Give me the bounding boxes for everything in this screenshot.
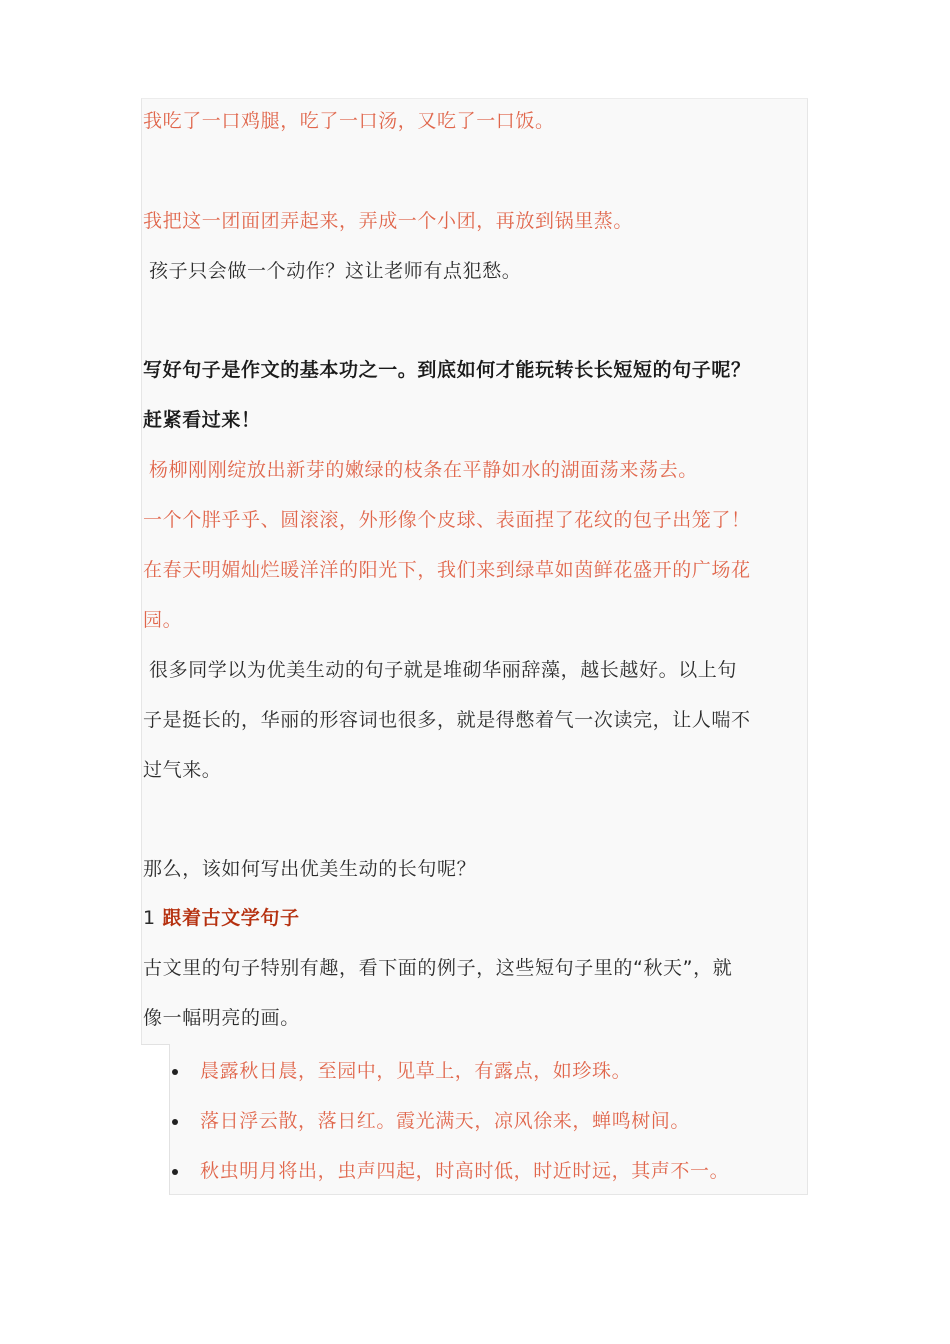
example-sentence-chicken: 我吃了一口鸡腿，吃了一口汤，又吃了一口饭。 [143,110,555,132]
section-number: 1 [143,907,156,929]
list-indent-box [141,1044,170,1195]
list-item [170,1158,800,1184]
classical-intro-line2: 像一幅明亮的画。 [143,1007,300,1029]
bullet-icon [172,1119,178,1125]
explanation-line2: 子是挺长的，华丽的形容词也很多，就是得憋着气一次读完，让人喘不 [143,709,751,731]
teacher-worry-text: 孩子只会做一个动作？这让老师有点犯愁。 [149,260,522,282]
section-title: 跟着古文学句子 [162,907,300,929]
list-item [170,1058,800,1084]
intro-heading-line1: 写好句子是作文的基本功之一。到底如何才能玩转长长短短的句子呢？ [143,359,751,381]
example-sentence-spring-line2: 园。 [143,609,183,631]
example-sentence-buns: 一个个胖乎乎、圆滚滚，外形像个皮球、表面捏了花纹的包子出笼了！ [143,509,751,531]
section-heading [143,905,808,931]
bullet-icon [172,1169,178,1175]
explanation-line1: 很多同学以为优美生动的句子就是堆砌华丽辞藻，越长越好。以上句 [149,659,738,681]
example-sentence-dough: 我把这一团面团弄起来，弄成一个小团，再放到锅里蒸。 [143,210,634,232]
list-item-text: 秋虫明月将出，虫声四起，时高时低，时近时远，其声不一。 [200,1160,730,1182]
intro-heading-line2: 赶紧看过来！ [143,409,261,431]
example-sentence-willow: 杨柳刚刚绽放出新芽的嫩绿的枝条在平静如水的湖面荡来荡去。 [149,459,698,481]
explanation-line3: 过气来。 [143,759,222,781]
classical-intro-line1: 古文里的句子特别有趣，看下面的例子，这些短句子里的“秋天”，就 [143,957,733,979]
example-sentence-spring-line1: 在春天明媚灿烂暖洋洋的阳光下，我们来到绿草如茵鲜花盛开的广场花 [143,559,751,581]
list-item-text: 晨露秋日晨，至园中，见草上，有露点，如珍珠。 [200,1060,632,1082]
question-text: 那么，该如何写出优美生动的长句呢？ [143,858,477,880]
list-item-text: 落日浮云散，落日红。霞光满天，凉风徐来，蝉鸣树间。 [200,1110,691,1132]
bullet-icon [172,1069,178,1075]
list-item [170,1108,800,1134]
